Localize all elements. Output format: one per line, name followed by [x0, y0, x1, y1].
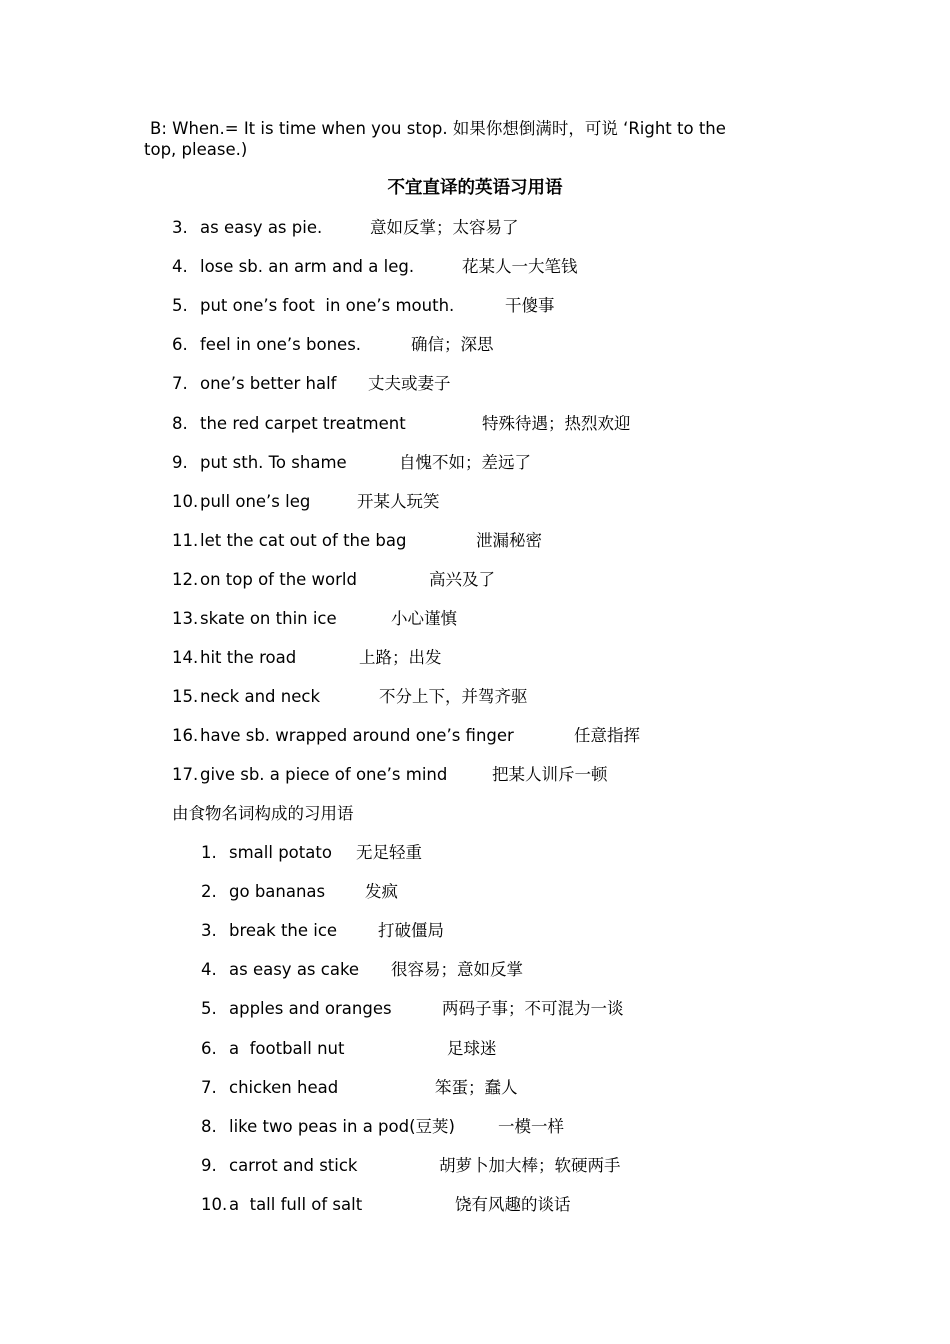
food-idiom-item: [201, 1038, 497, 1060]
idiom-item: [172, 217, 519, 239]
idiom-number: 13.: [172, 609, 199, 628]
idiom-item: [172, 686, 528, 708]
idiom-english: skate on thin ice: [200, 609, 337, 628]
idiom-english: put sth. To shame: [200, 452, 347, 472]
idiom-item: [172, 608, 457, 630]
section-title: 不宜直译的英语习用语: [387, 178, 563, 198]
idiom-number: 4.: [172, 257, 188, 277]
food-idiom-number: 7.: [201, 1077, 217, 1097]
intro-line-2: top, please.): [144, 140, 248, 159]
idiom-item: [172, 334, 494, 356]
idiom-number: 12.: [172, 569, 199, 589]
food-idiom-number: 5.: [201, 999, 217, 1019]
idiom-chinese: 把某人训斥一顿: [492, 765, 608, 785]
idiom-number: 3.: [172, 218, 188, 237]
idiom-english: neck and neck: [200, 687, 321, 707]
food-idiom-english: a football nut: [229, 1038, 345, 1058]
food-idiom-chinese: 两码子事；不可混为一谈: [442, 999, 624, 1019]
food-idiom-chinese: 很容易；意如反掌: [391, 960, 523, 980]
idiom-item: [172, 295, 555, 317]
food-idiom-item: [201, 881, 398, 903]
food-idiom-item: [201, 1155, 621, 1177]
food-idiom-item: [201, 842, 422, 864]
food-idiom-english: carrot and stick: [229, 1155, 358, 1175]
idiom-english: as easy as pie.: [200, 218, 323, 237]
idiom-item: [172, 413, 631, 435]
food-idiom-item: [201, 1077, 518, 1099]
idiom-english: feel in one’s bones.: [200, 335, 362, 355]
idiom-english: put one’s foot in one’s mouth.: [200, 296, 455, 316]
idiom-chinese: 干傻事: [505, 296, 555, 316]
food-idiom-number: 3.: [201, 921, 217, 941]
idiom-item: [172, 452, 531, 474]
food-idiom-number: 2.: [201, 882, 217, 902]
food-idiom-number: 4.: [201, 960, 217, 980]
food-idiom-chinese: 饶有风趣的谈话: [455, 1194, 571, 1214]
food-idiom-english: as easy as cake: [229, 960, 360, 980]
idiom-chinese: 泄漏秘密: [476, 530, 542, 550]
idiom-number: 17.: [172, 765, 199, 785]
food-idiom-number: 10.: [201, 1194, 228, 1214]
food-idiom-english: small potato: [229, 843, 332, 862]
idiom-english: give sb. a piece of one’s mind: [200, 765, 448, 785]
food-idiom-chinese: 无足轻重: [356, 843, 422, 862]
food-idiom-english: go bananas: [229, 882, 326, 902]
food-idiom-english: a tall full of salt: [229, 1194, 363, 1214]
idiom-number: 10.: [172, 491, 199, 511]
food-idiom-english: like two peas in a pod(豆荚): [229, 1116, 455, 1136]
food-idiom-item: [201, 920, 444, 942]
idiom-english: have sb. wrapped around one’s finger: [200, 726, 514, 746]
food-idiom-item: [201, 959, 523, 981]
food-idiom-item: [201, 1194, 571, 1216]
idiom-english: the red carpet treatment: [200, 413, 406, 433]
food-idiom-chinese: 胡萝卜加大棒；软硬两手: [439, 1155, 621, 1175]
idiom-number: 14.: [172, 648, 199, 668]
idiom-english: one’s better half: [200, 374, 337, 394]
food-idiom-english: chicken head: [229, 1077, 339, 1097]
idiom-chinese: 开某人玩笑: [357, 491, 440, 511]
food-idiom-item: [201, 998, 624, 1020]
food-idiom-chinese: 发疯: [365, 882, 398, 902]
idiom-number: 8.: [172, 413, 188, 433]
idiom-english: hit the road: [200, 648, 297, 668]
idiom-english: let the cat out of the bag: [200, 530, 407, 550]
idiom-item: [172, 373, 451, 395]
idiom-number: 5.: [172, 296, 188, 316]
food-idiom-number: 8.: [201, 1116, 217, 1136]
idiom-item: [172, 764, 608, 786]
food-idiom-number: 9.: [201, 1155, 217, 1175]
food-idiom-chinese: 足球迷: [447, 1038, 497, 1058]
idiom-number: 7.: [172, 374, 188, 394]
idiom-chinese: 小心谨慎: [391, 609, 457, 628]
idiom-number: 6.: [172, 335, 188, 355]
food-idioms-heading: 由食物名词构成的习用语: [172, 804, 354, 823]
food-idiom-english: apples and oranges: [229, 999, 392, 1019]
intro-paragraph: [144, 118, 804, 160]
idiom-chinese: 花某人一大笔钱: [462, 257, 578, 277]
idiom-chinese: 特殊待遇；热烈欢迎: [482, 413, 631, 433]
idiom-english: pull one’s leg: [200, 491, 311, 511]
idiom-item: [172, 491, 440, 513]
idiom-chinese: 上路；出发: [359, 648, 442, 668]
idiom-chinese: 任意指挥: [574, 726, 640, 746]
idiom-item: [172, 647, 442, 669]
idiom-english: on top of the world: [200, 569, 357, 589]
food-idiom-item: [201, 1116, 564, 1138]
food-idiom-chinese: 笨蛋；蠢人: [435, 1077, 518, 1097]
idiom-number: 9.: [172, 452, 188, 472]
idiom-number: 15.: [172, 687, 199, 707]
idiom-number: 11.: [172, 530, 199, 550]
idiom-chinese: 确信；深思: [411, 335, 494, 355]
idiom-item: [172, 530, 542, 552]
idiom-number: 16.: [172, 726, 199, 746]
idiom-chinese: 意如反掌；太容易了: [370, 218, 519, 237]
idiom-item: [172, 725, 640, 747]
idiom-chinese: 自愧不如；差远了: [399, 452, 531, 472]
food-idiom-number: 1.: [201, 843, 217, 862]
idiom-item: [172, 256, 578, 278]
food-idiom-chinese: 打破僵局: [378, 921, 444, 941]
intro-line-1: B: When.= It is time when you stop. 如果你想倒满时，可说 ‘Right to the: [150, 119, 726, 138]
idiom-item: [172, 569, 495, 591]
food-idiom-english: break the ice: [229, 921, 338, 941]
food-idiom-chinese: 一模一样: [498, 1116, 564, 1136]
idiom-chinese: 不分上下，并驾齐驱: [379, 687, 528, 707]
food-idiom-number: 6.: [201, 1038, 217, 1058]
idiom-english: lose sb. an arm and a leg.: [200, 257, 415, 277]
idiom-chinese: 高兴及了: [429, 569, 495, 589]
idiom-chinese: 丈夫或妻子: [368, 374, 451, 394]
